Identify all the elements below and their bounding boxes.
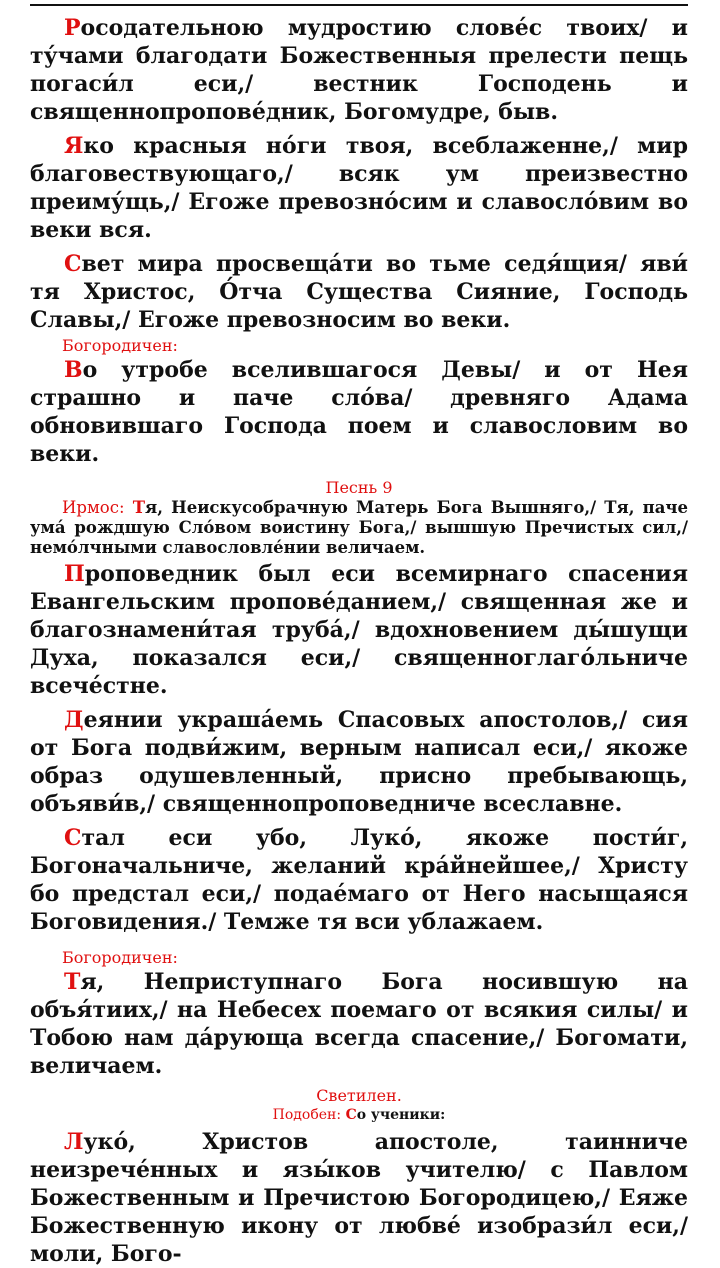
bogorodichen-label: Богородичен: [62,336,178,355]
drop-cap: С [64,825,82,851]
troparion-paragraph [30,824,688,936]
irmos-label: Ирмос: [62,498,125,517]
podoben-line [30,1106,688,1124]
podoben-label: Подобен: [272,1107,342,1123]
page-body [30,0,688,1268]
paragraph-text: осодательною мудростию слове́с твоих/ и ту́чами благодати Божественныя прелести пещь погаси́л еси,/ вестник Господень и священнопропове́дник, Богомудре, быв. [30,15,688,125]
paragraph-text: еянии украша́емь Спасовых апостолов,/ сия от Бога подви́жим, верным написал еси,/ якоже образ одушевленный, присно пребывающь, объяви́в,/ священнопроповедниче всеславне. [30,707,688,817]
bogorodichen-paragraph [30,356,688,468]
song-heading: Песнь 9 [325,478,393,497]
drop-cap: В [64,357,83,383]
troparion-paragraph [30,250,688,334]
svetilen-paragraph [30,1128,688,1268]
drop-cap: Л [64,1129,84,1155]
drop-cap: Д [64,707,84,733]
podoben-text: о ученики: [356,1107,446,1123]
paragraph-text: уко́, Христов апостоле, таинниче неизрече́нных и язы́ков учителю/ с Павлом Божественным и Пречистою Богородицею,/ Еяже Божественную икону от любве́ изобрази́л еси,/ моли, Бого- [30,1129,688,1267]
paragraph-text: тал еси убо, Луко́, якоже пости́г, Богоначальниче, желаний кра́йнейшее,/ Христу бо предстал еси,/ подае́маго от Него насыщаяся Боговидения./ Темже тя вси ублажаем. [30,825,688,935]
paragraph-text: ко красныя но́ги твоя, всеблаженне,/ мир благовествующаго,/ всяк ум преизвестно преиму́щь,/ Егоже превозно́сим и славосло́вим во веки вся. [30,133,688,243]
drop-cap: Т [64,969,81,995]
drop-cap: С [64,251,82,277]
paragraph-text: о утробе вселившагося Девы/ и от Нея страшно и паче сло́ва/ древняго Адама обновившаго Господа поем и славословим во веки. [30,357,688,467]
bogorodichen-paragraph [30,968,688,1080]
drop-cap: С [345,1107,357,1123]
drop-cap: Я [64,133,84,159]
paragraph-text: вет мира просвеща́ти во тьме седя́щия/ яви́ тя Христос, О́тча Существа Сияние, Господь Славы,/ Егоже превозносим во веки. [30,251,688,333]
troparion-paragraph [30,14,688,126]
drop-cap: Т [132,498,145,517]
paragraph-text: я, Неискусобрачную Матерь Бога Вышняго,/ Тя, паче ума́ рождшую Сло́вом воистину Бога,/ вышшую Пречистых сил,/ немо́лчными славословле́нии величаем. [30,498,689,557]
drop-cap: Р [64,15,81,41]
troparion-paragraph [30,560,688,700]
troparion-paragraph [30,706,688,818]
drop-cap: П [64,561,85,587]
svetilen-heading: Светилен. [316,1086,402,1105]
paragraph-text: я, Неприступнаго Бога носившую на объя́тиих,/ на Небесех поемаго от всякия силы/ и Тобою нам да́рующа всегда спасение,/ Богомати, величаем. [30,969,688,1079]
irmos-paragraph [30,498,688,558]
bogorodichen-label: Богородичен: [62,948,178,967]
troparion-paragraph [30,132,688,244]
paragraph-text: роповедник был еси всемирнаго спасения Евангельским пропове́данием,/ священная же и благознамени́тая труба́,/ вдохновением ды́шущи Духа, показался еси,/ священноглаго́льниче всече́стне. [30,561,688,699]
